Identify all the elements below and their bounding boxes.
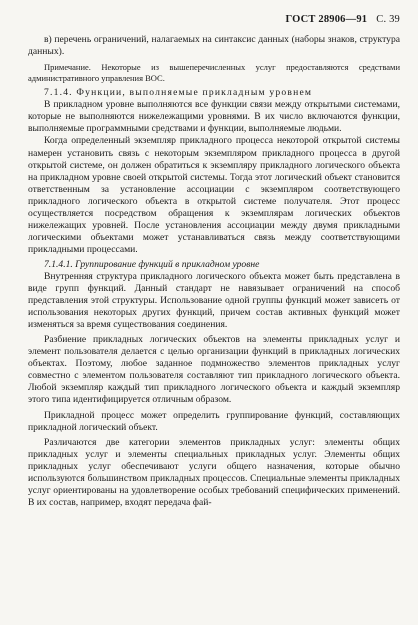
paragraph-grouping: Прикладной процесс может определить группирование функций, составляющих прикладной логический объект. xyxy=(28,409,400,433)
paragraph-internal-structure: Внутренняя структура прикладного логического объекта может быть представлена в виде групп функций. Данный стандарт не навязывает ограничений на способ представления этой структуры. Использование одной группы функций может зависеть от использования некоторых других функций, причем состав активных функций может изменяться за время существования соединения. xyxy=(28,270,400,331)
paragraph-categories: Различаются две категории элементов прикладных услуг: элементы общих прикладных услуг и элементы специальных прикладных услуг. Элементы общих прикладных услуг обеспечивают услуги общего назначения, которые обычно используются большинством прикладных процессов. Специальные элементы прикладных услуг ориентированы на удовлетворение особых требований специфических применений. В их состав, например, входят передача фай- xyxy=(28,436,400,508)
note-paragraph: Примечание. Некоторые из вышеперечисленных услуг предоставляются средствами административного управления ВОС. xyxy=(28,62,400,83)
standard-number: ГОСТ 28906—91 xyxy=(285,14,368,25)
paragraph-partitioning: Разбиение прикладных логических объектов на элементы прикладных услуг и элемент пользователя делается с целью организации функций в прикладных логических объектах. Поэтому, любое заданное подмножество элементов прикладных услуг совместно с элементом пользователя составляют тип прикладного логического объекта. Любой экземпляр каждый тип прикладного логического объекта и каждый экземпляр этого типа идентифицируется отличным образом. xyxy=(28,334,400,406)
paragraph-association: Когда определенный экземпляр прикладного процесса некоторой открытой системы намерен установить связь с некоторым экземпляром прикладного процесса в другой открытой системе, он должен обратиться к экземпляру прикладного логического объекта на прикладном уровне своей открытой системы. Тогда этот логический объект становится ответственным за установление ассоциации с экземпляром соответствующего прикладного логического объекта в открытой системе получателя. Этот процесс осуществляется посредством обращения к экземплярам логических объектов нижележащих уровней. После установления ассоциации между двумя прикладными логическими объектами может устанавливаться связь между соответствующими прикладными процессами. xyxy=(28,135,400,255)
body-text xyxy=(28,34,400,509)
section-heading-7-1-4: 7.1.4. Функции, выполняемые прикладным уровнем xyxy=(44,87,313,99)
page-header xyxy=(28,14,400,25)
list-item-c: в) перечень ограничений, налагаемых на синтаксис данных (наборы знаков, структура данных). xyxy=(28,34,400,58)
subsection-heading-7-1-4-1: 7.1.4.1. Группирование функций в прикладном уровне xyxy=(44,258,260,270)
page-number: С. 39 xyxy=(376,14,400,25)
paragraph-application-layer: В прикладном уровне выполняются все функции связи между открытыми системами, которые не выполняются нижележащими уровнями. В их число включаются функции, выполняемые программными средствами и функции, выполняемые людьми. xyxy=(28,99,400,135)
